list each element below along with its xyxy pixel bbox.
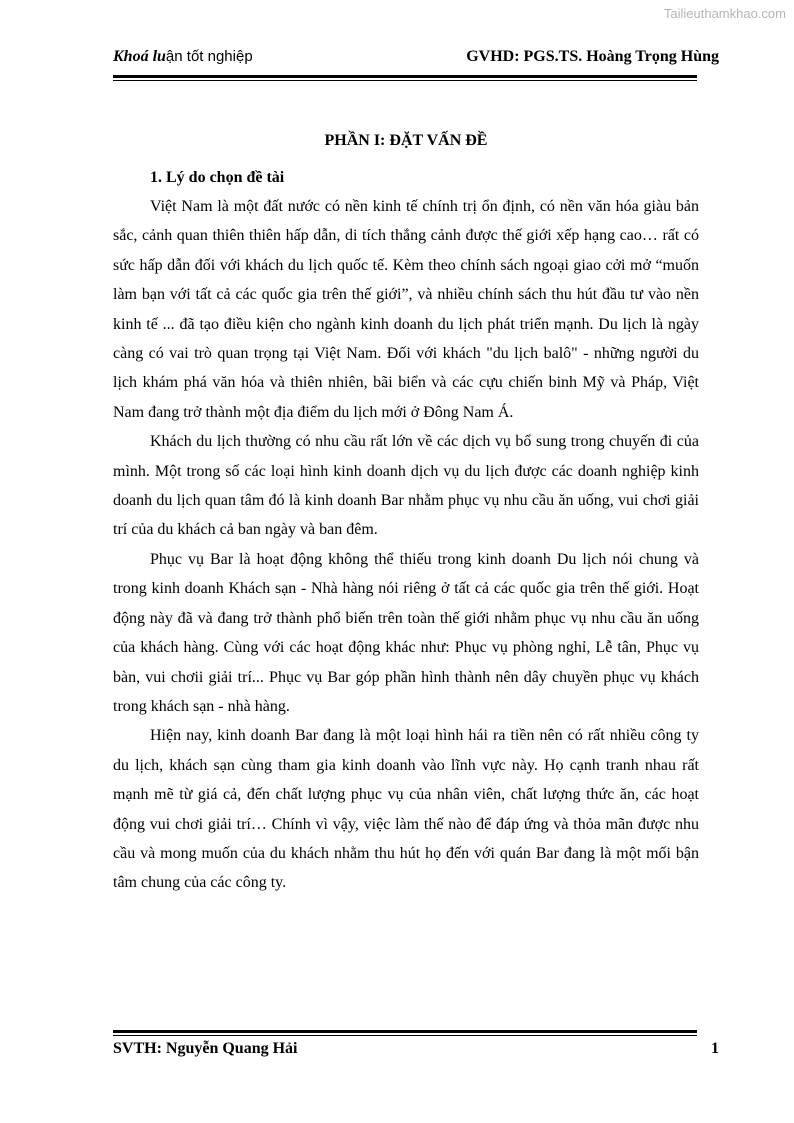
- header-advisor: GVHD: PGS.TS. Hoàng Trọng Hùng: [466, 48, 719, 65]
- body-paragraph: Khách du lịch thường có nhu cầu rất lớn về các dịch vụ bổ sung trong chuyến đi của mình. Một trong số các loại hình kinh doanh dịch vụ du lịch được các doanh nghiệp kinh doanh du lịch quan tâm đó là kinh doanh Bar nhằm phục vụ nhu cầu ăn uống, vui chơi giải trí của du khách cả ban ngày và ban đêm.: [113, 433, 699, 539]
- footer-divider: [113, 1030, 697, 1036]
- body-paragraph: Phục vụ Bar là hoạt động không thể thiếu trong kinh doanh Du lịch nói chung và trong kinh doanh Khách sạn - Nhà hàng nói riêng ở tất cả các quốc gia trên thế giới. Hoạt động này đã và đang trở thành phổ biến trên toàn thế giới nhằm phục vụ nhu cầu ăn uống của khách hàng. Cùng với các hoạt động khác như: Phục vụ phòng nghỉ, Lễ tân, Phục vụ bàn, vui chơii giải trí... Phục vụ Bar góp phần hình thành nên dây chuyền phục vụ khách trong khách sạn - nhà hàng.: [113, 550, 699, 715]
- section-title: 1. Lý do chọn đề tài: [150, 169, 285, 186]
- chapter-title: PHẦN I: ĐẶT VẤN ĐỀ: [324, 132, 488, 149]
- footer-student: SVTH: Nguyễn Quang Hải: [113, 1040, 298, 1057]
- header-thesis-label: [113, 48, 253, 66]
- header-thesis-label-rest: ận tốt nghiệp: [165, 48, 253, 65]
- page-number: 1: [711, 1040, 719, 1057]
- header-divider: [113, 75, 697, 81]
- header-thesis-label-italic: Khoá lu: [113, 48, 166, 65]
- page-header: [113, 48, 719, 72]
- body-paragraph: Hiện nay, kinh doanh Bar đang là một loại hình hái ra tiền nên có rất nhiều công ty du lịch, khách sạn cùng tham gia kinh doanh vào lĩnh vực này. Họ cạnh tranh nhau rất mạnh mẽ từ giá cả, đến chất lượng phục vụ của nhân viên, chất lượng thức ăn, các hoạt động vui chơi giải trí… Chính vì vậy, việc làm thế nào để đáp ứng và thỏa mãn được nhu cầu và mong muốn của du khách nhằm thu hút họ đến với quán Bar đang là một mối bận tâm chung của các công ty.: [113, 727, 699, 892]
- watermark-text: Tailieuthamkhao.com: [663, 6, 786, 21]
- page-footer: [113, 1040, 719, 1064]
- body-paragraph: Việt Nam là một đất nước có nền kinh tế chính trị ổn định, có nền văn hóa giàu bản sắc, cảnh quan thiên thiên hấp dẫn, di tích thắng cảnh được thế giới xếp hạng cao… rất có sức hấp dẫn đối với khách du lịch quốc tế. Kèm theo chính sách ngoại giao cởi mở “muốn làm bạn với tất cả các quốc gia trên thế giới”, và nhiều chính sách thu hút đầu tư vào nền kinh tế ... đã tạo điều kiện cho ngành kinh doanh du lịch phát triển mạnh. Du lịch là ngày càng có vai trò quan trọng tại Việt Nam. Đối với khách "du lịch balô" - những người du lịch khám phá văn hóa và thiên nhiên, bãi biển và các cựu chiến binh Mỹ và Pháp, Việt Nam đang trở thành một địa điểm du lịch mới ở Đông Nam Á.: [113, 198, 699, 421]
- page-body: [113, 126, 699, 898]
